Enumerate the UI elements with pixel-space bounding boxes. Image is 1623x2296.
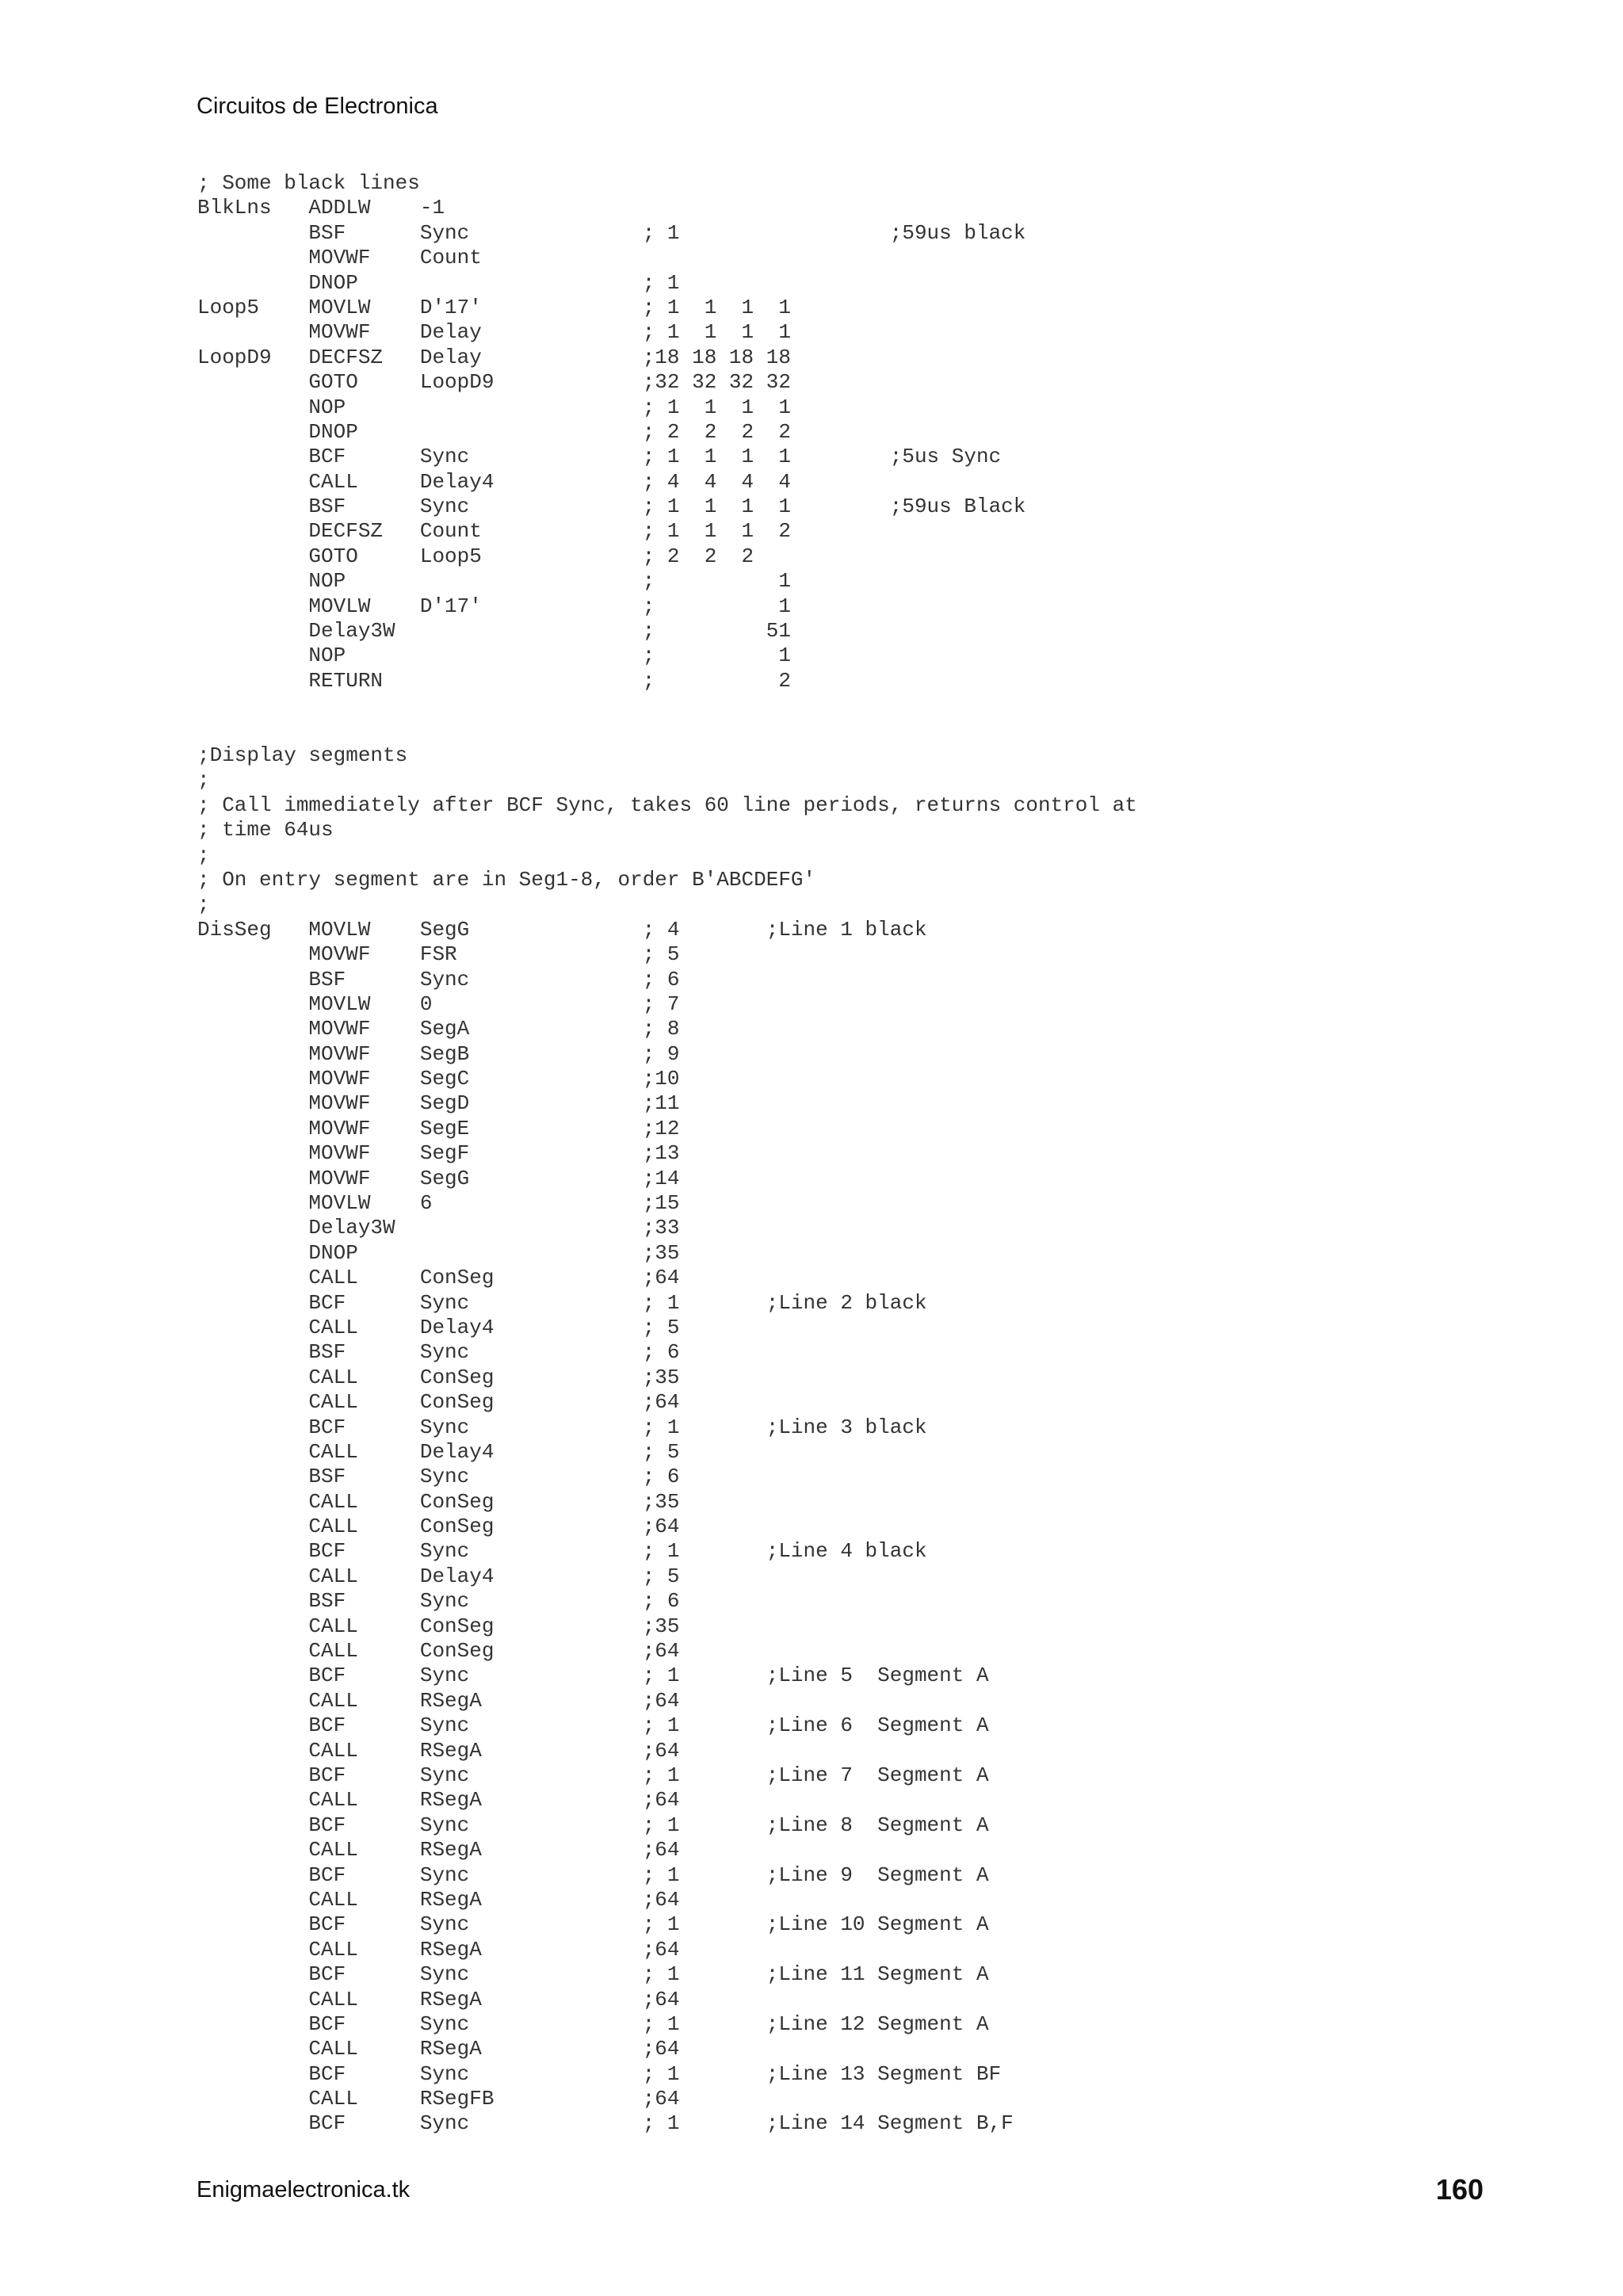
code-line: BCF Sync ; 1 ;Line 10 Segment A [197, 1912, 989, 1937]
code-line: CALL RSegA ;64 [197, 2037, 680, 2061]
code-line: BCF Sync ; 1 ;Line 7 Segment A [197, 1763, 989, 1787]
code-line: CALL RSegA ;64 [197, 1887, 680, 1912]
code-line: BCF Sync ; 1 1 1 1 ;5us Sync [197, 445, 1002, 469]
code-line: ; Some black lines [197, 171, 420, 195]
code-line: NOP ; 1 1 1 1 [197, 395, 791, 419]
code-line: CALL RSegA ;64 [197, 1987, 680, 2011]
code-line: CALL RSegFB ;64 [197, 2087, 680, 2111]
code-line: BSF Sync ; 6 [197, 967, 680, 991]
code-line: Loop5 MOVLW D'17' ; 1 1 1 1 [197, 295, 791, 319]
code-line: DECFSZ Count ; 1 1 1 2 [197, 519, 791, 544]
code-line: BCF Sync ; 1 ;Line 11 Segment A [197, 1962, 989, 1987]
code-line: MOVLW D'17' ; 1 [197, 594, 791, 618]
code-line: MOVLW 0 ; 7 [197, 991, 680, 1016]
code-line: CALL ConSeg ;35 [197, 1489, 680, 1514]
code-listing [197, 171, 1137, 2137]
code-line: DisSeg MOVLW SegG ; 4 ;Line 1 black [197, 917, 927, 942]
code-line: ; Call immediately after BCF Sync, takes 60 line periods, returns control at [197, 793, 1137, 817]
code-line: BSF Sync ; 6 [197, 1465, 680, 1489]
code-line: CALL ConSeg ;35 [197, 1614, 680, 1638]
code-line: NOP ; 1 [197, 569, 791, 594]
code-line: Delay3W ; 51 [197, 619, 791, 644]
code-line: CALL ConSeg ;64 [197, 1266, 680, 1290]
code-line: MOVWF SegB ; 9 [197, 1041, 680, 1066]
code-line: ; On entry segment are in Seg1-8, order B'ABCDEFG' [197, 867, 816, 892]
code-line: CALL Delay4 ; 4 4 4 4 [197, 469, 791, 494]
code-line: DNOP ; 2 2 2 2 [197, 419, 791, 444]
code-line: BCF Sync ; 1 ;Line 3 black [197, 1415, 927, 1439]
footer-site-name: Enigmaelectronica.tk [197, 2177, 411, 2202]
page-header-title: Circuitos de Electronica [197, 94, 438, 119]
code-line: MOVWF SegA ; 8 [197, 1017, 680, 1041]
code-line: BCF Sync ; 1 ;Line 5 Segment A [197, 1664, 989, 1688]
code-line: BCF Sync ; 1 ;Line 8 Segment A [197, 1813, 989, 1837]
code-line: CALL Delay4 ; 5 [197, 1315, 680, 1339]
code-line: MOVLW 6 ;15 [197, 1191, 680, 1216]
code-line: ;Display segments [197, 743, 408, 767]
code-line: BCF Sync ; 1 ;Line 4 black [197, 1539, 927, 1564]
code-line: ; [197, 892, 210, 917]
code-line: GOTO LoopD9 ;32 32 32 32 [197, 370, 791, 395]
code-line: CALL ConSeg ;35 [197, 1365, 680, 1389]
code-line: MOVWF SegF ;13 [197, 1141, 680, 1166]
code-line: MOVWF SegG ;14 [197, 1166, 680, 1190]
code-line: BCF Sync ; 1 ;Line 14 Segment B,F [197, 2111, 1014, 2136]
code-line: CALL ConSeg ;64 [197, 1639, 680, 1664]
code-line: DNOP ;35 [197, 1240, 680, 1265]
code-line: MOVWF SegE ;12 [197, 1116, 680, 1140]
code-line: BCF Sync ; 1 ;Line 2 black [197, 1290, 927, 1315]
code-line: MOVWF Delay ; 1 1 1 1 [197, 320, 791, 345]
code-line: MOVWF SegC ;10 [197, 1067, 680, 1091]
code-line: Delay3W ;33 [197, 1216, 680, 1240]
code-line: BCF Sync ; 1 ;Line 12 Segment A [197, 2011, 989, 2036]
code-line: CALL RSegA ;64 [197, 1788, 680, 1813]
code-line: CALL Delay4 ; 5 [197, 1439, 680, 1464]
code-line: CALL ConSeg ;64 [197, 1515, 680, 1539]
code-line: CALL RSegA ;64 [197, 1688, 680, 1713]
code-line [197, 719, 1137, 743]
code-line: LoopD9 DECFSZ Delay ;18 18 18 18 [197, 345, 791, 369]
page-number: 160 [1435, 2173, 1484, 2206]
code-line [197, 693, 1137, 718]
code-line: BCF Sync ; 1 ;Line 13 Segment BF [197, 2061, 1002, 2086]
code-line: NOP ; 1 [197, 644, 791, 668]
code-line: CALL RSegA ;64 [197, 1937, 680, 1962]
code-line: BSF Sync ; 6 [197, 1589, 680, 1614]
code-line: DNOP ; 1 [197, 270, 680, 295]
code-line: BSF Sync ; 1 1 1 1 ;59us Black [197, 495, 1026, 519]
code-line: BSF Sync ; 1 ;59us black [197, 220, 1026, 245]
code-line: CALL Delay4 ; 5 [197, 1564, 680, 1588]
code-line: CALL RSegA ;64 [197, 1738, 680, 1763]
code-line: MOVWF Count [197, 246, 482, 270]
code-line: BCF Sync ; 1 ;Line 6 Segment A [197, 1713, 989, 1738]
code-line: CALL ConSeg ;64 [197, 1390, 680, 1415]
code-line: CALL RSegA ;64 [197, 1838, 680, 1862]
code-line: RETURN ; 2 [197, 668, 791, 693]
code-line: BlkLns ADDLW -1 [197, 196, 445, 220]
code-line: BCF Sync ; 1 ;Line 9 Segment A [197, 1862, 989, 1887]
code-line: ; [197, 768, 210, 793]
code-line: ; time 64us [197, 818, 334, 842]
code-line: GOTO Loop5 ; 2 2 2 [197, 544, 754, 568]
code-line: MOVWF SegD ;11 [197, 1091, 680, 1116]
code-line: BSF Sync ; 6 [197, 1340, 680, 1365]
code-line: ; [197, 842, 210, 867]
code-line: MOVWF FSR ; 5 [197, 942, 680, 967]
